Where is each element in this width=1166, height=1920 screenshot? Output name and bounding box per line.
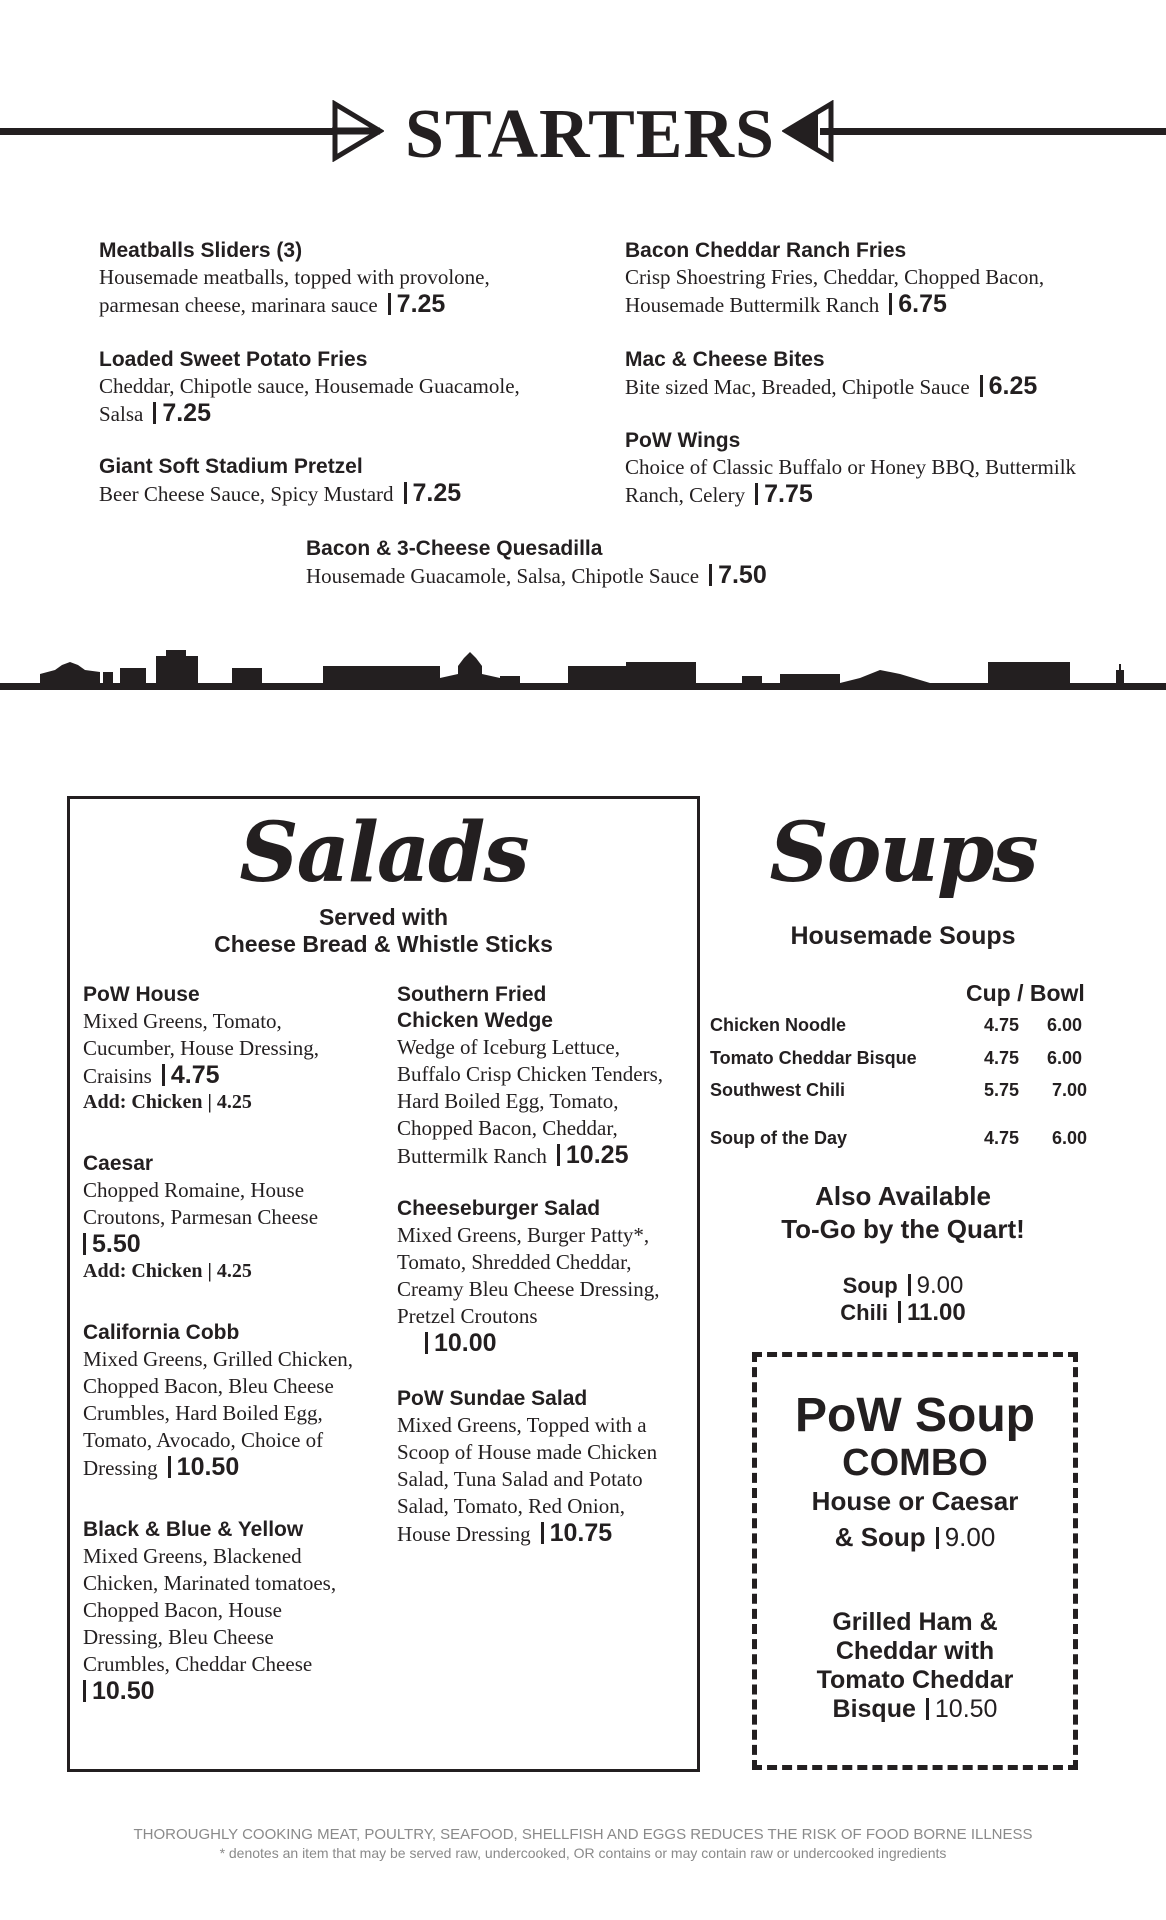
- quart-chili: [700, 1299, 1106, 1326]
- item-desc: Scoop of House made Chicken: [397, 1440, 658, 1464]
- item-desc: Bite sized Mac, Breaded, Chipotle Sauce: [625, 375, 970, 399]
- soup-cup-price: 4.75: [984, 1015, 1020, 1035]
- food-safety-notice: THOROUGHLY COOKING MEAT, POULTRY, SEAFOOD, SHELLFISH AND EGGS REDUCES THE RISK OF FOOD BORNE ILLNESS: [133, 1826, 1033, 1843]
- salad-southern-fried-chicken-wedge: [397, 982, 697, 1170]
- item-name: Giant Soft Stadium Pretzel: [99, 455, 363, 478]
- salad-california-cobb: [83, 1320, 393, 1482]
- combo-grilled-line: Bisque: [832, 1695, 916, 1723]
- item-desc: Salad, Tomato, Red Onion,: [397, 1494, 625, 1518]
- item-price: 7.25: [412, 479, 462, 507]
- item-name: Caesar: [83, 1152, 154, 1175]
- combo-grilled-line: Grilled Ham &: [832, 1608, 998, 1636]
- menu-item-pow-wings: [625, 428, 1145, 509]
- item-desc: Housemade meatballs, topped with provolone,: [99, 265, 490, 289]
- item-price: 10.75: [549, 1519, 613, 1547]
- item-desc: Dressing, Bleu Cheese: [83, 1625, 274, 1649]
- item-price: 7.25: [162, 399, 211, 427]
- salad-cheeseburger: [397, 1196, 697, 1358]
- quart-price: 11.00: [906, 1299, 966, 1326]
- combo-price-1: 9.00: [944, 1522, 996, 1552]
- item-desc: Crumbles, Cheddar Cheese: [83, 1652, 313, 1676]
- quart-price: 9.00: [916, 1272, 964, 1299]
- item-name: California Cobb: [83, 1321, 240, 1344]
- salad-black-blue-yellow: [83, 1517, 393, 1706]
- combo-title: PoW Soup: [795, 1389, 1035, 1442]
- combo-line-2: [752, 1522, 1078, 1553]
- item-desc: Wedge of Iceburg Lettuce,: [397, 1035, 620, 1059]
- salad-caesar: [83, 1151, 383, 1283]
- combo-line-2-text: & Soup: [834, 1522, 926, 1552]
- item-desc: Pretzel Croutons: [397, 1304, 538, 1328]
- soup-name: Tomato Cheddar Bisque: [710, 1048, 917, 1068]
- soup-bowl-price: 6.00: [1047, 1015, 1083, 1035]
- item-price: 6.75: [898, 290, 947, 318]
- soup-bowl-price: 7.00: [1052, 1080, 1088, 1100]
- soup-cup-price: 4.75: [984, 1128, 1020, 1148]
- item-desc: Croutons, Parmesan Cheese: [83, 1205, 319, 1229]
- item-desc: Mixed Greens, Tomato,: [83, 1009, 282, 1033]
- salads-title: Salads: [239, 805, 528, 901]
- item-desc: Beer Cheese Sauce, Spicy Mustard: [99, 482, 394, 506]
- to-go-line-2: To-Go by the Quart!: [781, 1214, 1025, 1244]
- item-desc: Mixed Greens, Burger Patty*,: [397, 1223, 650, 1247]
- item-desc: Chopped Bacon, Cheddar,: [397, 1116, 618, 1140]
- quart-soup: [700, 1272, 1106, 1299]
- add-chicken-option: Add: Chicken | 4.25: [83, 1260, 252, 1282]
- menu-item-bacon-cheddar-ranch-fries: [625, 238, 1125, 319]
- soup-bowl-price: 6.00: [1047, 1048, 1083, 1068]
- item-desc: Creamy Bleu Cheese Dressing,: [397, 1277, 660, 1301]
- item-desc: Buffalo Crisp Chicken Tenders,: [397, 1062, 664, 1086]
- item-price: 10.25: [565, 1141, 629, 1169]
- item-desc: Ranch, Celery: [625, 483, 746, 507]
- combo-line-1: House or Caesar: [811, 1486, 1019, 1516]
- item-name: Loaded Sweet Potato Fries: [99, 348, 368, 371]
- item-desc: Hard Boiled Egg, Tomato,: [397, 1089, 619, 1113]
- combo-price-2: 10.50: [934, 1695, 998, 1723]
- soup-name: Soup of the Day: [710, 1128, 848, 1148]
- quart-label: Soup: [842, 1273, 898, 1298]
- item-price: 4.75: [170, 1061, 220, 1089]
- menu-item-meatballs-sliders: [99, 238, 599, 319]
- header-rule-right: [820, 128, 1166, 135]
- combo-grilled-line: Cheddar with: [835, 1637, 995, 1665]
- item-price: 10.50: [92, 1677, 155, 1705]
- soup-cup-price: 5.75: [984, 1080, 1020, 1100]
- item-desc: Salsa: [99, 402, 144, 426]
- salads-subtitle-line-2: Cheese Bread & Whistle Sticks: [214, 931, 553, 957]
- item-price: 10.50: [176, 1453, 240, 1481]
- soups-title: Soups: [769, 805, 1037, 901]
- arrow-right-icon: [332, 100, 384, 162]
- item-desc: Choice of Classic Buffalo or Honey BBQ, Buttermilk: [625, 455, 1077, 479]
- item-name: Black & Blue & Yellow: [83, 1518, 304, 1541]
- soup-name: Chicken Noodle: [710, 1015, 847, 1035]
- combo-grilled-ham: [752, 1608, 1078, 1724]
- item-price: 6.25: [988, 372, 1038, 400]
- item-desc: Cheddar, Chipotle sauce, Housemade Guacamole,: [99, 374, 520, 398]
- menu-item-mac-cheese-bites: [625, 347, 1125, 401]
- item-name: PoW House: [83, 983, 200, 1006]
- header-rule-left: [0, 128, 345, 135]
- to-go-note: [700, 1180, 1106, 1246]
- city-skyline-divider: [0, 640, 1166, 696]
- cup-bowl-header: Cup / Bowl: [966, 980, 1085, 1006]
- item-desc: Salad, Tuna Salad and Potato: [397, 1467, 643, 1491]
- item-price: 5.50: [92, 1230, 141, 1258]
- item-name: Southern Fried: [397, 983, 547, 1006]
- item-desc: Chopped Bacon, Bleu Cheese: [83, 1374, 334, 1398]
- salad-pow-house: [83, 982, 383, 1114]
- menu-item-quesadilla: [306, 536, 866, 590]
- item-desc: Chopped Bacon, House: [83, 1598, 282, 1622]
- item-name: PoW Sundae Salad: [397, 1387, 588, 1410]
- item-name: Meatballs Sliders (3): [99, 239, 303, 262]
- item-desc: Mixed Greens, Blackened: [83, 1544, 302, 1568]
- item-name: Bacon & 3-Cheese Quesadilla: [306, 537, 603, 560]
- soup-cup-price: 4.75: [984, 1048, 1020, 1068]
- item-desc: parmesan cheese, marinara sauce: [99, 293, 378, 317]
- to-go-line-1: Also Available: [815, 1181, 991, 1211]
- item-desc: Tomato, Avocado, Choice of: [83, 1428, 324, 1452]
- menu-item-giant-soft-pretzel: [99, 454, 599, 508]
- item-name: PoW Wings: [625, 429, 741, 452]
- item-desc: Mixed Greens, Topped with a: [397, 1413, 647, 1437]
- combo-grilled-line: Tomato Cheddar: [816, 1666, 1014, 1694]
- salads-subtitle-line-1: Served with: [318, 904, 449, 930]
- soup-bowl-price: 6.00: [1052, 1128, 1088, 1148]
- item-desc: Housemade Guacamole, Salsa, Chipotle Sauce: [306, 564, 700, 588]
- menu-item-loaded-sweet-potato-fries: [99, 347, 599, 428]
- item-desc: Chicken, Marinated tomatoes,: [83, 1571, 337, 1595]
- item-price: 7.75: [764, 480, 813, 508]
- item-desc: Mixed Greens, Grilled Chicken,: [83, 1347, 354, 1371]
- item-name: Chicken Wedge: [397, 1009, 553, 1032]
- item-name: Bacon Cheddar Ranch Fries: [625, 239, 907, 262]
- item-name: Mac & Cheese Bites: [625, 348, 825, 371]
- item-name: Cheeseburger Salad: [397, 1197, 601, 1220]
- item-desc: Buttermilk Ranch: [397, 1144, 547, 1168]
- item-desc: Chopped Romaine, House: [83, 1178, 305, 1202]
- item-price: 7.25: [396, 290, 446, 318]
- salads-subtitle: [67, 904, 700, 958]
- item-desc: Housemade Buttermilk Ranch: [625, 293, 880, 317]
- add-chicken-option: Add: Chicken | 4.25: [83, 1091, 252, 1113]
- raw-food-disclaimer: * denotes an item that may be served raw, undercooked, OR contains or may contain raw or undercooked ingredients: [219, 1845, 947, 1861]
- soups-subtitle: Housemade Soups: [790, 922, 1016, 950]
- item-desc: Cucumber, House Dressing,: [83, 1036, 319, 1060]
- item-price: 10.00: [434, 1329, 497, 1357]
- item-desc: Crumbles, Hard Boiled Egg,: [83, 1401, 323, 1425]
- combo-subtitle: COMBO: [842, 1442, 988, 1484]
- salad-pow-sundae: [397, 1386, 697, 1548]
- quart-label: Chili: [840, 1300, 888, 1325]
- page-title: STARTERS: [405, 96, 775, 173]
- item-price: 7.50: [718, 561, 767, 589]
- item-desc: Tomato, Shredded Cheddar,: [397, 1250, 632, 1274]
- soup-name: Southwest Chili: [710, 1080, 845, 1100]
- item-desc: Dressing: [83, 1456, 158, 1480]
- item-desc: Craisins: [83, 1064, 152, 1088]
- item-desc: House Dressing: [397, 1522, 531, 1546]
- item-desc: Crisp Shoestring Fries, Cheddar, Chopped Bacon,: [625, 265, 1045, 289]
